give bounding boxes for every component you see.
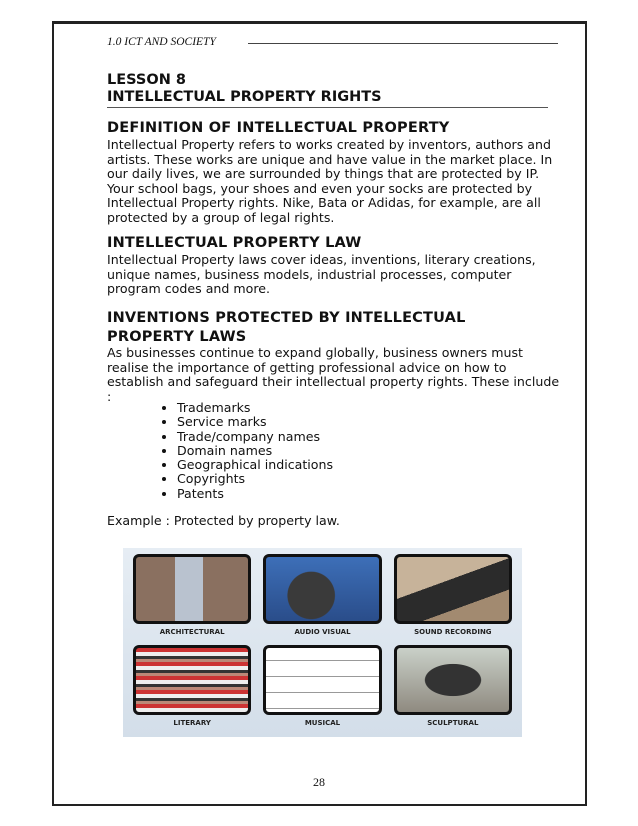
list-item: • Trade/company names	[177, 430, 333, 444]
ip-examples-figure	[123, 548, 522, 737]
section-heading: INTELLECTUAL PROPERTY LAW	[107, 235, 362, 251]
lesson-title: INTELLECTUAL PROPERTY RIGHTS	[107, 89, 382, 105]
header-rule	[248, 43, 558, 44]
architecture-image	[133, 554, 251, 624]
section-body: Intellectual Property laws cover ideas, inventions, literary creations, unique names, business models, industrial processes, computer program codes and more.	[107, 252, 536, 297]
list-item: • Service marks	[177, 415, 333, 429]
figure-tile	[263, 645, 381, 736]
list-item: • Trademarks	[177, 401, 333, 415]
figure-tile	[263, 554, 381, 645]
musical-score-image	[263, 645, 381, 715]
title-rule	[107, 107, 548, 108]
figure-tile	[133, 554, 251, 645]
list-item: • Copyrights	[177, 472, 333, 486]
list-item: • Geographical indications	[177, 458, 333, 472]
section-heading: INVENTIONS PROTECTED BY INTELLECTUAL PROPERTY LAWS	[107, 310, 466, 345]
audio-visual-image	[263, 554, 381, 624]
list-item: • Patents	[177, 487, 333, 501]
literary-image	[133, 645, 251, 715]
running-header: 1.0 ICT AND SOCIETY	[107, 36, 216, 48]
sculpture-image	[394, 645, 512, 715]
example-text: Example : Protected by property law.	[107, 513, 340, 528]
caption: SOUND RECORDING	[414, 628, 492, 636]
page-number: 28	[313, 775, 325, 789]
section-body: Intellectual Property refers to works created by inventors, authors and artists. These works are unique and have value in the market place. In our daily lives, we are surrounded by things that are protected by IP. Your school bags, your shoes and even your socks are protected by Intellectual Property rights. Nike, Bata or Adidas, for example, are all protected by a group of legal rights.	[107, 137, 553, 225]
figure-tile	[394, 554, 512, 645]
lesson-number: LESSON 8	[107, 72, 186, 88]
section-heading: DEFINITION OF INTELLECTUAL PROPERTY	[107, 120, 450, 136]
caption: AUDIO VISUAL	[294, 628, 351, 636]
caption: ARCHITECTURAL	[159, 628, 225, 636]
bullet-list	[157, 401, 333, 501]
caption: SCULPTURAL	[427, 718, 479, 727]
caption: MUSICAL	[304, 718, 341, 727]
caption: LITERARY	[173, 718, 211, 727]
figure-tile	[394, 645, 512, 736]
figure-tile	[133, 645, 251, 736]
sound-recording-image	[394, 554, 512, 624]
section-body: As businesses continue to expand globally, business owners must realise the importance of getting professional advice on how to establish and safeguard their intellectual property rights. These include :	[107, 345, 560, 404]
list-item: • Domain names	[177, 444, 333, 458]
